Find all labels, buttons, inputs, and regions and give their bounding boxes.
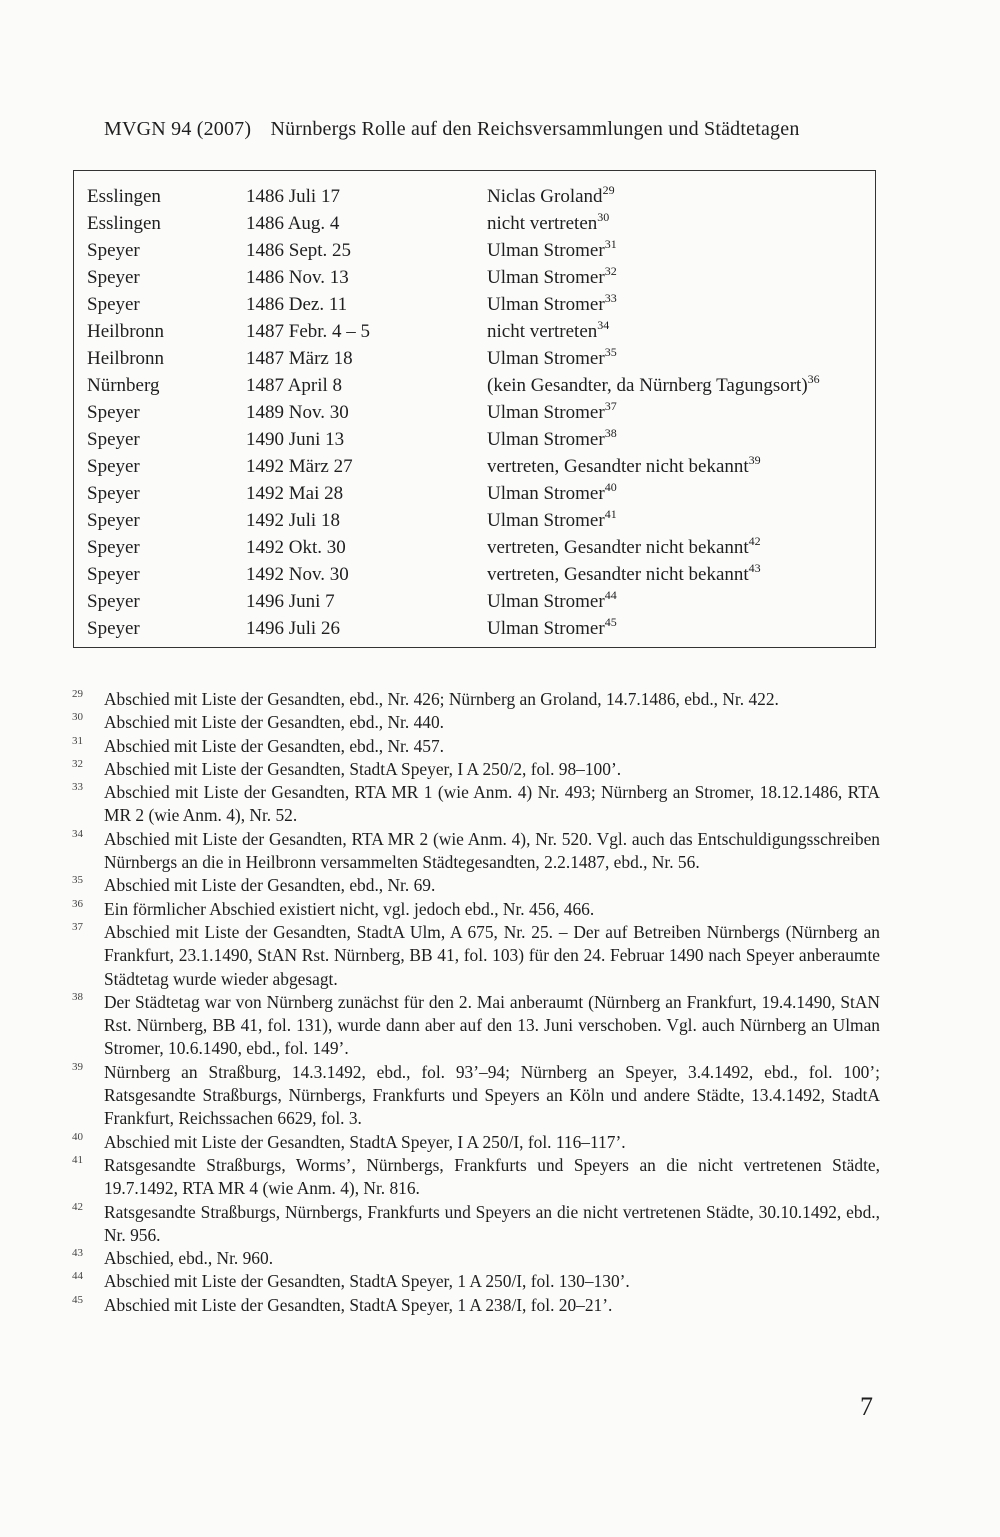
delegate-text: Ulman Stromer xyxy=(487,294,605,315)
footnote xyxy=(72,1294,880,1317)
footnote xyxy=(72,1061,880,1131)
footnote-ref: 31 xyxy=(604,236,617,251)
footnote-text: Ratsgesandte Straßburgs, Worms’, Nürnbergs, Frankfurts und Speyers an die nicht vertretenen Städte, 19.7.1492, RTA MR 4 (wie Anm. 4), Nr. 816. xyxy=(104,1154,880,1199)
row-place: Speyer xyxy=(87,267,140,288)
footnote xyxy=(72,735,880,758)
row-delegate xyxy=(487,291,617,318)
row-date: 1487 Febr. 4 – 5 xyxy=(246,321,371,342)
delegate-text: vertreten, Gesandter nicht bekannt xyxy=(487,456,749,477)
footnote-text: Abschied, ebd., Nr. 960. xyxy=(104,1248,274,1269)
row-place: Esslingen xyxy=(87,186,161,207)
row-delegate xyxy=(487,507,617,534)
row-delegate xyxy=(487,264,617,291)
delegate-text: nicht vertreten xyxy=(487,213,598,234)
row-delegate xyxy=(487,372,820,399)
footnote xyxy=(72,711,880,734)
footnote-number: 30 xyxy=(72,711,83,724)
footnote-ref: 41 xyxy=(604,506,617,521)
footnote xyxy=(72,688,880,711)
footnote-text: Abschied mit Liste der Gesandten, StadtA Ulm, A 675, Nr. 25. – Der auf Betreiben Nürnbergs (Nürnberg an Frankfurt, 23.1.1490, StAN Rst. Nürnberg, BB 41, fol. 103) für den 24. Februar 1490 nach Speyer anberaumte Städtetag wurde wieder abgesagt. xyxy=(104,921,880,989)
delegate-text: vertreten, Gesandter nicht bekannt xyxy=(487,537,749,558)
footnote-ref: 39 xyxy=(748,452,761,467)
row-place: Speyer xyxy=(87,537,140,558)
row-delegate xyxy=(487,480,617,507)
footnote-ref: 43 xyxy=(748,560,761,575)
footnote xyxy=(72,781,880,828)
row-date: 1487 März 18 xyxy=(246,348,353,369)
row-date: 1496 Juni 7 xyxy=(246,591,335,612)
footnote-number: 45 xyxy=(72,1293,83,1306)
footnote-ref: 40 xyxy=(604,479,617,494)
footnote-text: Abschied mit Liste der Gesandten, RTA MR 1 (wie Anm. 4) Nr. 493; Nürnberg an Stromer, 18.12.1486, RTA MR 2 (wie Anm. 4), Nr. 52. xyxy=(104,782,880,826)
running-title: Nürnbergs Rolle auf den Reichsversammlungen und Städtetagen xyxy=(270,118,800,140)
row-place: Speyer xyxy=(87,456,140,477)
row-delegate xyxy=(487,561,761,588)
row-delegate xyxy=(487,426,617,453)
row-delegate xyxy=(487,183,615,210)
footnote-ref: 34 xyxy=(597,317,610,332)
row-delegate xyxy=(487,399,617,426)
footnote xyxy=(72,921,880,991)
row-place: Speyer xyxy=(87,510,140,531)
row-date: 1492 Nov. 30 xyxy=(246,564,349,585)
row-date: 1496 Juli 26 xyxy=(246,618,340,639)
footnote-ref: 36 xyxy=(807,371,820,386)
journal-citation: MVGN 94 (2007) xyxy=(104,118,252,140)
row-date: 1486 Sept. 25 xyxy=(246,240,352,261)
footnote-number: 40 xyxy=(72,1130,83,1143)
row-place: Speyer xyxy=(87,564,140,585)
footnote xyxy=(72,991,880,1061)
footnote-number: 34 xyxy=(72,827,83,840)
row-date: 1486 Aug. 4 xyxy=(246,213,340,234)
footnote-ref: 38 xyxy=(604,425,617,440)
footnote-text: Der Städtetag war von Nürnberg zunächst für den 2. Mai anberaumt (Nürnberg an Frankfurt, 19.4.1490, StAN Rst. Nürnberg, BB 41, fol. 131), wurde dann aber auf den 13. Juni verschoben. Vgl. auch Nürnberg an Ulman Stromer, 10.6.1490, ebd., fol. 149’. xyxy=(104,991,880,1059)
delegate-text: Ulman Stromer xyxy=(487,240,605,261)
row-delegate xyxy=(487,615,617,642)
footnote-number: 38 xyxy=(72,990,83,1003)
row-date: 1492 Juli 18 xyxy=(246,510,340,531)
footnote xyxy=(72,1270,880,1293)
row-delegate xyxy=(487,237,617,264)
row-delegate xyxy=(487,588,617,615)
footnote-number: 33 xyxy=(72,781,83,794)
row-delegate xyxy=(487,534,761,561)
footnote-number: 37 xyxy=(72,920,83,933)
footnote-number: 44 xyxy=(72,1270,83,1283)
delegate-text: Ulman Stromer xyxy=(487,348,605,369)
delegate-text: Ulman Stromer xyxy=(487,429,605,450)
page-number: 7 xyxy=(860,1392,873,1421)
row-date: 1492 Mai 28 xyxy=(246,483,344,504)
row-place: Speyer xyxy=(87,429,140,450)
delegate-text: Ulman Stromer xyxy=(487,591,605,612)
delegate-text: Ulman Stromer xyxy=(487,267,605,288)
row-delegate xyxy=(487,210,609,237)
row-place: Speyer xyxy=(87,483,140,504)
footnote xyxy=(72,874,880,897)
footnote xyxy=(72,1131,880,1154)
delegate-text: vertreten, Gesandter nicht bekannt xyxy=(487,564,749,585)
footnote-text: Ratsgesandte Straßburgs, Nürnbergs, Frankfurts und Speyers an die nicht vertretenen Städte, 30.10.1492, ebd., Nr. 956. xyxy=(104,1201,880,1245)
footnote-number: 29 xyxy=(72,688,83,700)
footnote-number: 39 xyxy=(72,1060,83,1073)
footnote-text: Abschied mit Liste der Gesandten, ebd., Nr. 440. xyxy=(104,712,445,733)
row-date: 1486 Dez. 11 xyxy=(246,294,348,315)
footnote-text: Abschied mit Liste der Gesandten, ebd., Nr. 457. xyxy=(104,735,445,756)
row-date: 1486 Juli 17 xyxy=(246,186,340,207)
footnote-text: Abschied mit Liste der Gesandten, ebd., Nr. 426; Nürnberg an Groland, 14.7.1486, ebd., Nr. 422. xyxy=(104,689,779,709)
row-place: Heilbronn xyxy=(87,321,165,342)
delegate-text: nicht vertreten xyxy=(487,321,598,342)
row-place: Speyer xyxy=(87,618,140,639)
footnote-text: Nürnberg an Straßburg, 14.3.1492, ebd., fol. 93’–94; Nürnberg an Speyer, 3.4.1492, ebd., fol. 100’; Ratsgesandte Straßburgs, Nürnbergs, Frankfurts und Speyers an Köln und andere Städte, 13.4.1492, StadtA Frankfurt, Reichssachen 6629, fol. 3. xyxy=(104,1061,880,1129)
footnote-text: Abschied mit Liste der Gesandten, StadtA Speyer, 1 A 250/I, fol. 130–130’. xyxy=(104,1271,630,1292)
footnote-number: 31 xyxy=(72,734,83,747)
footnote-number: 35 xyxy=(72,874,83,887)
row-date: 1486 Nov. 13 xyxy=(246,267,349,288)
row-date: 1492 März 27 xyxy=(246,456,353,477)
footnote-ref: 29 xyxy=(602,182,615,197)
row-delegate xyxy=(487,453,761,480)
row-place: Speyer xyxy=(87,591,140,612)
footnote-number: 36 xyxy=(72,897,83,910)
delegate-text: Ulman Stromer xyxy=(487,402,605,423)
footnote-text: Abschied mit Liste der Gesandten, RTA MR 2 (wie Anm. 4), Nr. 520. Vgl. auch das Entschuldigungsschreiben Nürnbergs an die in Heilbronn versammelten Städtegesandten, 2.2.1487, ebd., Nr. 56. xyxy=(104,828,880,873)
footnote-text: Abschied mit Liste der Gesandten, StadtA Speyer, 1 A 238/I, fol. 20–21’. xyxy=(104,1294,613,1315)
assemblies-table xyxy=(73,170,876,648)
row-place: Speyer xyxy=(87,294,140,315)
footnotes xyxy=(72,688,880,1317)
footnote-ref: 32 xyxy=(604,263,617,278)
footnote xyxy=(72,1201,880,1248)
footnote-ref: 30 xyxy=(597,209,610,224)
footnote-ref: 37 xyxy=(604,398,617,413)
footnote-text: Abschied mit Liste der Gesandten, StadtA Speyer, I A 250/I, fol. 116–117’. xyxy=(104,1131,626,1152)
footnote-number: 43 xyxy=(72,1247,83,1260)
footnote-ref: 42 xyxy=(748,533,761,548)
delegate-text: Niclas Groland xyxy=(487,186,603,207)
row-date: 1490 Juni 13 xyxy=(246,429,345,450)
row-date: 1492 Okt. 30 xyxy=(246,537,346,558)
footnote-text: Ein förmlicher Abschied existiert nicht, vgl. jedoch ebd., Nr. 456, 466. xyxy=(104,898,595,919)
footnote xyxy=(72,898,880,921)
row-date: 1487 April 8 xyxy=(246,375,343,396)
row-place: Speyer xyxy=(87,402,140,423)
footnote xyxy=(72,1154,880,1201)
delegate-text: Ulman Stromer xyxy=(487,510,605,531)
footnote-text: Abschied mit Liste der Gesandten, ebd., Nr. 69. xyxy=(104,875,436,896)
delegate-text: Ulman Stromer xyxy=(487,483,605,504)
footnote xyxy=(72,758,880,781)
row-date: 1489 Nov. 30 xyxy=(246,402,349,423)
row-place: Nürnberg xyxy=(87,375,160,396)
delegate-text: (kein Gesandter, da Nürnberg Tagungsort) xyxy=(487,375,808,396)
footnote-number: 32 xyxy=(72,757,83,770)
footnote-ref: 35 xyxy=(604,344,617,359)
footnote-text: Abschied mit Liste der Gesandten, StadtA Speyer, I A 250/2, fol. 98–100’. xyxy=(104,758,622,779)
row-place: Speyer xyxy=(87,240,140,261)
footnote-ref: 45 xyxy=(604,614,617,629)
delegate-text: Ulman Stromer xyxy=(487,618,605,639)
footnote-ref: 44 xyxy=(604,587,617,602)
row-place: Heilbronn xyxy=(87,348,165,369)
footnote-number: 42 xyxy=(72,1200,83,1213)
running-head xyxy=(104,118,800,141)
footnote xyxy=(72,1247,880,1270)
footnote-ref: 33 xyxy=(604,290,617,305)
row-place: Esslingen xyxy=(87,213,161,234)
row-delegate xyxy=(487,318,609,345)
row-delegate xyxy=(487,345,617,372)
footnote xyxy=(72,828,880,875)
footnote-number: 41 xyxy=(72,1153,83,1166)
